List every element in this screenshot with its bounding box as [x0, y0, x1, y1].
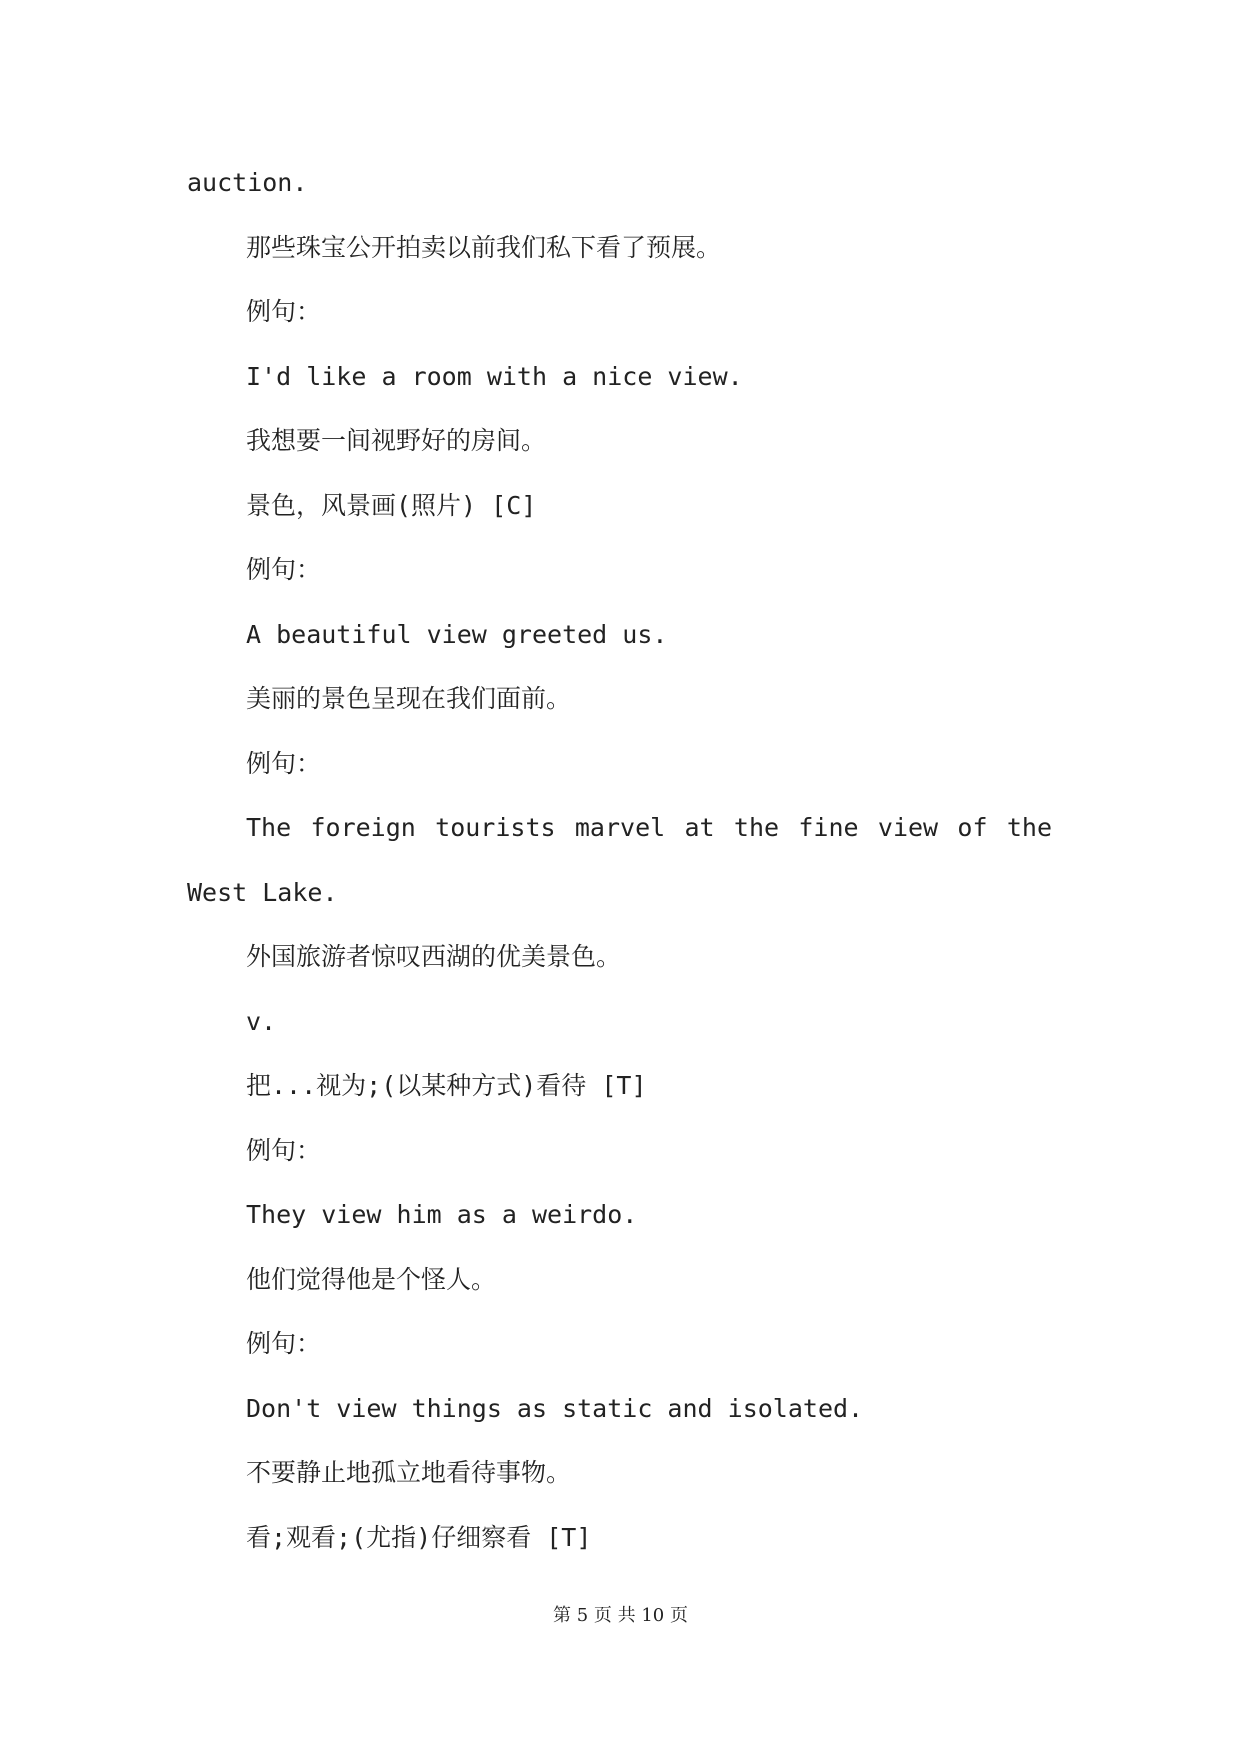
- example-label: 例句：: [246, 1136, 322, 1165]
- text-line-translation: 那些珠宝公开拍卖以前我们私下看了预展。: [246, 233, 722, 262]
- text-line-auction: auction.: [187, 168, 308, 197]
- example-translation: 美丽的景色呈现在我们面前。: [246, 684, 572, 713]
- example-label: 例句：: [246, 297, 322, 326]
- definition-line: 把...视为;(以某种方式)看待 [T]: [246, 1071, 647, 1100]
- example-translation: 我想要一间视野好的房间。: [246, 426, 547, 455]
- example-label: 例句：: [246, 1329, 322, 1358]
- example-translation: 他们觉得他是个怪人。: [246, 1265, 497, 1294]
- example-sentence: I'd like a room with a nice view.: [246, 362, 743, 391]
- example-sentence: They view him as a weirdo.: [246, 1200, 638, 1229]
- definition-line: 景色，风景画(照片) [C]: [246, 491, 537, 520]
- example-translation: 外国旅游者惊叹西湖的优美景色。: [246, 942, 622, 971]
- part-of-speech-label: v.: [246, 1007, 277, 1036]
- example-sentence-wrapped: The foreign tourists marvel at the fine view of the: [246, 813, 1052, 842]
- example-label: 例句：: [246, 749, 322, 778]
- example-label: 例句：: [246, 555, 322, 584]
- example-sentence: A beautiful view greeted us.: [246, 620, 668, 649]
- example-sentence: Don't view things as static and isolated.: [246, 1394, 864, 1423]
- definition-line: 看;观看;(尤指)仔细察看 [T]: [246, 1523, 592, 1552]
- example-sentence-continuation: West Lake.: [187, 878, 338, 907]
- example-translation: 不要静止地孤立地看待事物。: [246, 1458, 572, 1487]
- page-footer: 第 5 页 共 10 页: [553, 1605, 688, 1626]
